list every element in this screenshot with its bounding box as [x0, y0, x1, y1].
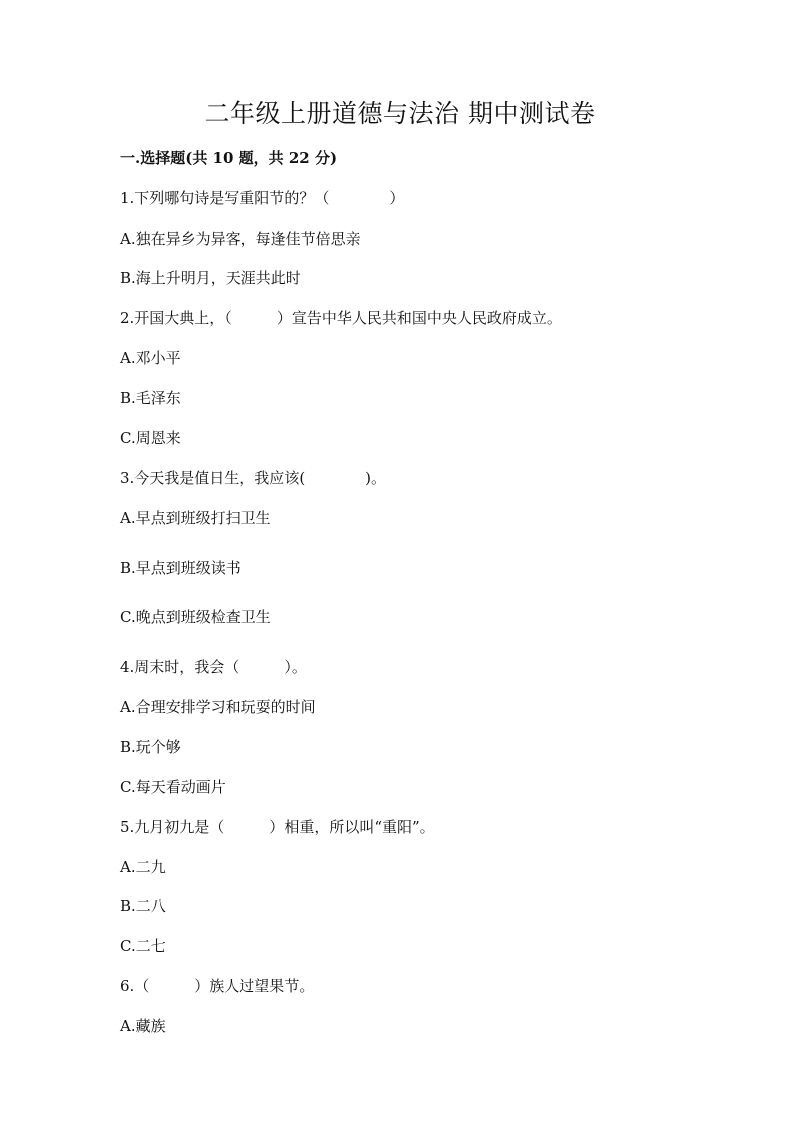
question-3-stem: 3.今天我是值日生，我应该( )。 [120, 469, 387, 487]
question-5-option-c: C.二七 [120, 937, 166, 955]
question-4-option-a: A.合理安排学习和玩耍的时间 [120, 698, 316, 716]
question-5-option-a: A.二九 [120, 858, 166, 876]
question-5-stem: 5.九月初九是（ ）相重，所以叫“重阳”。 [120, 818, 435, 836]
section-header: 一.选择题(共 10 题，共 22 分) [120, 149, 338, 167]
question-1-option-b: B.海上升明月，天涯共此时 [120, 269, 301, 287]
question-1-option-a: A.独在异乡为异客，每逢佳节倍思亲 [120, 230, 361, 248]
question-2-option-a: A.邓小平 [120, 349, 181, 367]
question-4-option-b: B.玩个够 [120, 738, 181, 756]
question-3-option-a: A.早点到班级打扫卫生 [120, 509, 271, 527]
question-3-option-c: C.晚点到班级检查卫生 [120, 608, 271, 626]
question-4-stem: 4.周末时，我会（ ）。 [120, 658, 307, 676]
question-4-option-c: C.每天看动画片 [120, 778, 226, 796]
question-1-stem: 1.下列哪句诗是写重阳节的？（ ） [120, 189, 405, 207]
question-5-option-b: B.二八 [120, 897, 166, 915]
question-2-option-b: B.毛泽东 [120, 389, 181, 407]
question-6-option-a: A.藏族 [120, 1017, 166, 1035]
question-6-stem: 6.（ ）族人过望果节。 [120, 977, 315, 995]
exam-title: 二年级上册道德与法治 期中测试卷 [204, 99, 596, 128]
question-2-stem: 2.开国大典上，（ ）宣告中华人民共和国中央人民政府成立。 [120, 309, 562, 327]
question-2-option-c: C.周恩来 [120, 429, 181, 447]
question-3-option-b: B.早点到班级读书 [120, 559, 241, 577]
